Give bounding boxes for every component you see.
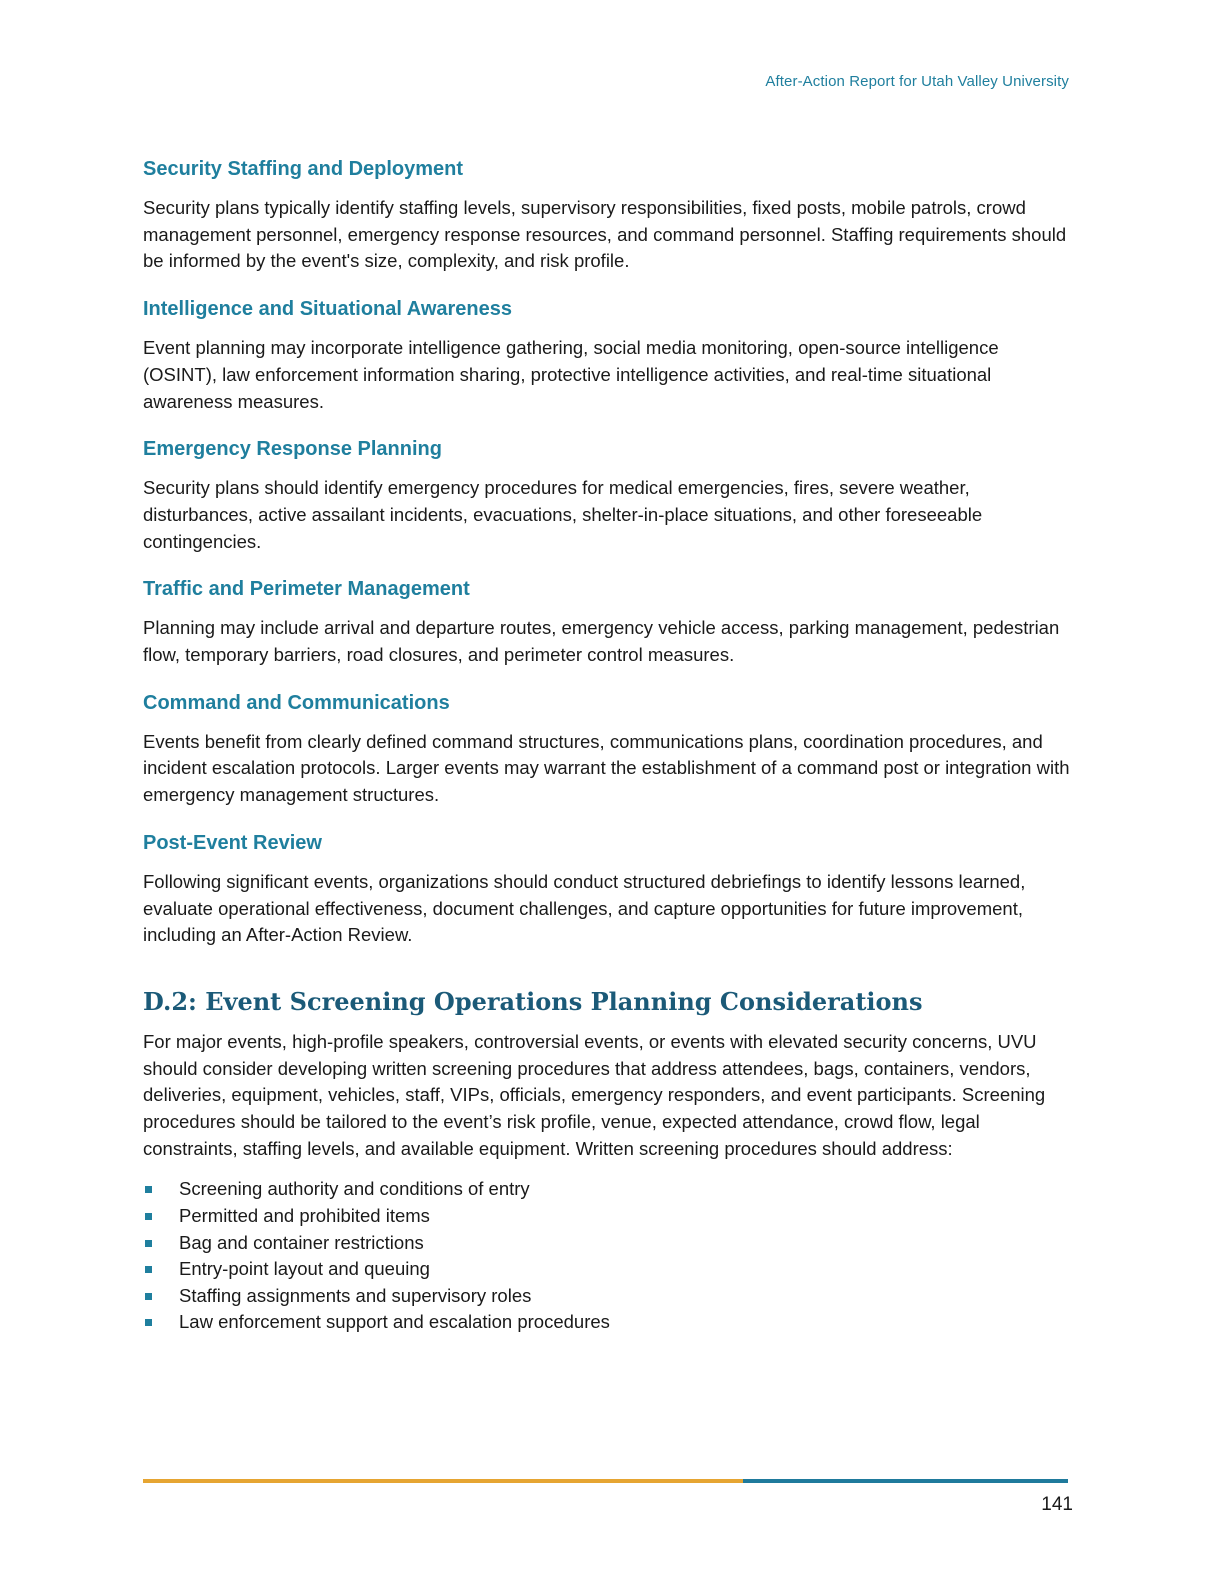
list-item	[143, 1256, 1073, 1283]
section-heading: Post-Event Review	[143, 831, 322, 854]
section-heading: Intelligence and Situational Awareness	[143, 298, 512, 321]
d2-paragraph: For major events, high-profile speakers, controversial events, or events with elevated security concerns, UVU should consider developing written screening procedures that address attendees, bags, containers, vendors, deliveries, equipment, vehicles, staff, VIPs, officials, emergency responders, and event participants. Screening procedures should be tailored to the event’s risk profile, venue, expected attendance, crowd flow, legal constraints, staffing levels, and available equipment. Written screening procedures should address:	[143, 1030, 1046, 1159]
square-bullet-icon	[145, 1240, 152, 1247]
list-item	[143, 1230, 1073, 1257]
section-heading: Security Staffing and Deployment	[143, 158, 464, 180]
section-intelligence	[143, 295, 1073, 415]
list-item	[143, 1283, 1073, 1310]
section-paragraph: Events benefit from clearly defined command structures, communications plans, coordination procedures, and incident escalation protocols. Larger events may warrant the establishment of a command post or integration with emergency management structures.	[143, 730, 1070, 806]
square-bullet-icon	[145, 1266, 152, 1273]
section-heading: Command and Communications	[143, 691, 450, 714]
square-bullet-icon	[145, 1186, 152, 1193]
running-header: After-Action Report for Utah Valley University	[765, 73, 1069, 90]
section-security-staffing	[143, 155, 1073, 275]
list-item-text: Permitted and prohibited items	[179, 1205, 430, 1227]
list-item-text: Staffing assignments and supervisory roles	[179, 1284, 532, 1306]
d2-bullet-list	[143, 1176, 1073, 1336]
section-command-communications	[143, 689, 1073, 809]
section-paragraph: Security plans typically identify staffing levels, supervisory responsibilities, fixed posts, mobile patrols, crowd management personnel, emergency response resources, and command personnel. Staffing requirements should be informed by the event's size, complexity, and risk profile.	[143, 197, 1067, 272]
section-emergency-response	[143, 435, 1073, 555]
list-item-text: Entry-point layout and queuing	[179, 1258, 430, 1280]
list-item-text: Law enforcement support and escalation procedures	[179, 1311, 610, 1333]
section-heading: Emergency Response Planning	[143, 438, 442, 461]
footer-rule	[143, 1479, 1068, 1483]
page-content	[143, 155, 1073, 1336]
section-heading: Traffic and Perimeter Management	[143, 578, 470, 601]
list-item-text: Screening authority and conditions of entry	[179, 1178, 530, 1200]
section-traffic-perimeter	[143, 575, 1073, 668]
list-item	[143, 1203, 1073, 1230]
section-paragraph: Security plans should identify emergency procedures for medical emergencies, fires, severe weather, disturbances, active assailant incidents, evacuations, shelter-in-place situations, and other foreseeable contingencies.	[143, 477, 983, 552]
list-item-text: Bag and container restrictions	[179, 1231, 424, 1253]
list-item	[143, 1176, 1073, 1203]
page-number: 141	[1041, 1494, 1073, 1515]
footer-rule-gold	[143, 1479, 743, 1483]
section-post-event-review	[143, 829, 1073, 949]
section-paragraph: Planning may include arrival and departure routes, emergency vehicle access, parking management, pedestrian flow, temporary barriers, road closures, and perimeter control measures.	[143, 617, 1060, 666]
list-item	[143, 1309, 1073, 1336]
d2-heading: D.2: Event Screening Operations Planning Considerations	[143, 986, 923, 1016]
square-bullet-icon	[145, 1293, 152, 1300]
section-d2-screening	[143, 985, 1073, 1336]
square-bullet-icon	[145, 1213, 152, 1220]
section-paragraph: Event planning may incorporate intelligence gathering, social media monitoring, open-source intelligence (OSINT), law enforcement information sharing, protective intelligence activities, and real-time situational awareness measures.	[143, 337, 999, 412]
section-paragraph: Following significant events, organizations should conduct structured debriefings to identify lessons learned, evaluate operational effectiveness, document challenges, and capture opportunities for future improvement, including an After-Action Review.	[143, 870, 1026, 946]
footer-rule-blue	[743, 1479, 1068, 1483]
square-bullet-icon	[145, 1319, 152, 1326]
